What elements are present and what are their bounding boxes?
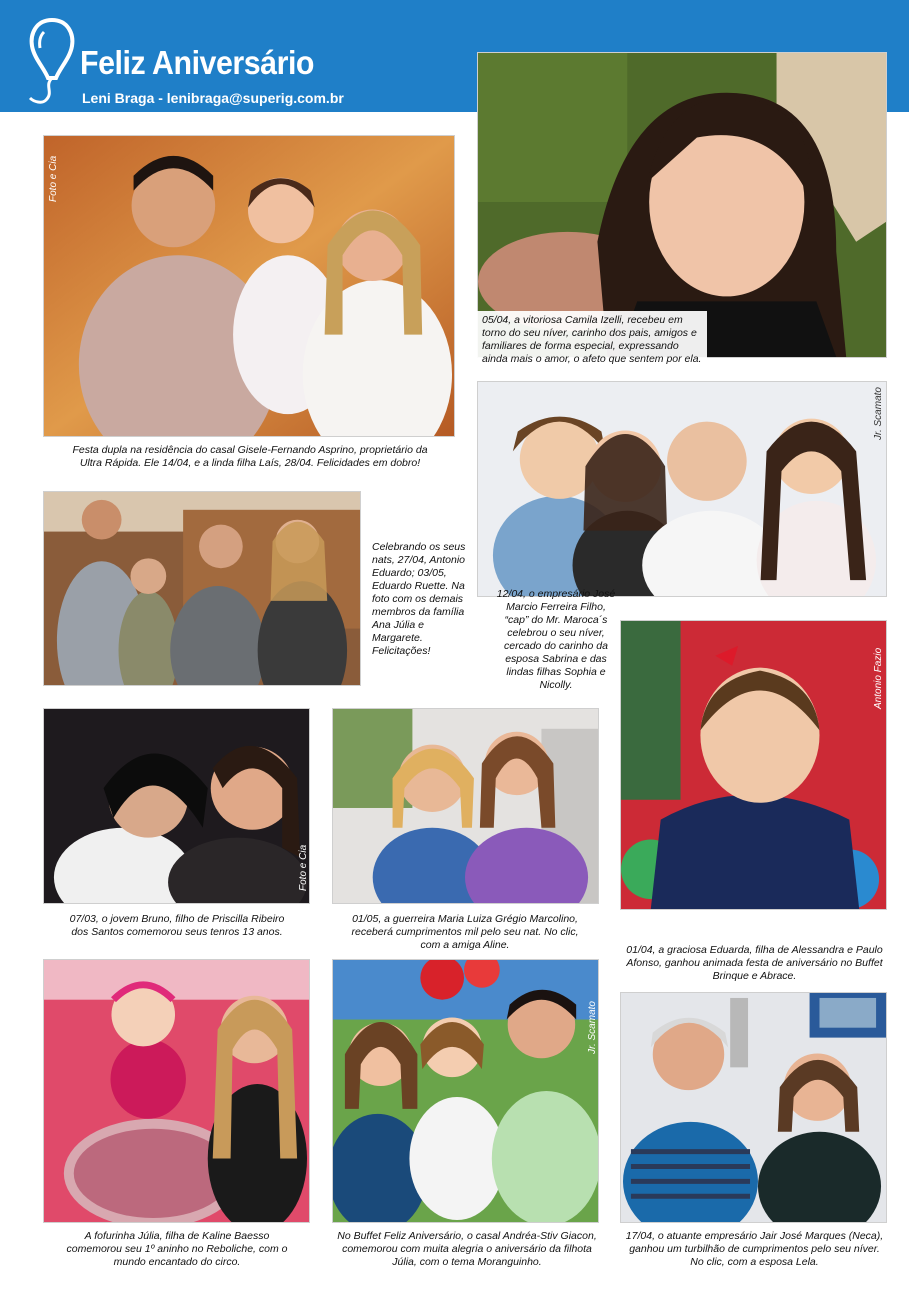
photo-julia-giacon [332,959,599,1223]
caption-asprino: Festa dupla na residência do casal Gisele-Fernando Asprino, proprietário da Ultra Rápida. Ele 14/04, e a linda filha Laís, 28/04. Felicidades em dobro! [72,444,428,469]
caption-neca: 17/04, o atuante empresário Jair José Marques (Neca), ganhou um turbilhão de cumprimentos pelo seu níver. No clic, com a esposa Lela. [625,1230,884,1268]
caption-jose-marcio: 12/04, o empresário José Marcio Ferreira Filho, “cap” do Mr. Maroca´s celebrou o seu níver, cercado do carinho da esposa Sabrina e das lindas filhas Sophia e Nicolly. [496,588,616,691]
caption-camila: 05/04, a vitoriosa Camila Izelli, recebeu em torno do seu níver, carinho dos pais, amigos e familiares de forma especial, expressando ainda mais o amor, o afeto que sentem por ela. [477,311,707,369]
photo-credit: Jr. Scamato [873,387,884,440]
caption-julia-giacon: No Buffet Feliz Aniversário, o casal Andréa-Stiv Giacon, comemorou com muita alegria o aniversário da filhota Júlia, com o tema Moranguinho. [337,1230,597,1268]
photo-asprino-family [43,135,455,437]
caption-ruette: Celebrando os seus nats, 27/04, Antonio Eduardo; 03/05, Eduardo Ruette. Na foto com os demais membros da família Ana Júlia e Margarete. Felicitações! [372,541,466,657]
page-title: Feliz Aniversário [80,44,315,81]
photo-credit: Jr. Scamato [587,1001,598,1054]
caption-bruno: 07/03, o jovem Bruno, filho de Priscilla Ribeiro dos Santos comemorou seus tenros 13 anos. [69,913,285,938]
photo-bruno [43,708,310,904]
author-byline: Leni Braga - lenibraga@superig.com.br [82,90,344,106]
photo-credit: Antonio Fazio [873,647,884,709]
balloon-logo-icon [24,14,80,106]
caption-maria-luiza: 01/05, a guerreira Maria Luiza Grégio Marcolino, receberá cumprimentos mil pelo seu nat. No clic, com a amiga Aline. [351,913,579,951]
photo-julia-kaline [43,959,310,1223]
photo-maria-luiza [332,708,599,904]
caption-eduarda: 01/04, a graciosa Eduarda, filha de Alessandra e Paulo Afonso, ganhou animada festa de aniversário no Buffet Brinque e Abrace. [626,944,883,982]
photo-ruette-family [43,491,361,686]
caption-julia-kaline: A fofurinha Júlia, filha de Kaline Baesso comemorou seu 1º aninho no Reboliche, com o mundo encantado do circo. [66,1230,288,1268]
photo-eduarda [620,620,887,910]
photo-jose-marcio-family [477,381,887,597]
photo-credit: Foto e Cia [298,844,309,891]
photo-credit: Foto e Cia [48,155,59,202]
photo-neca [620,992,887,1223]
